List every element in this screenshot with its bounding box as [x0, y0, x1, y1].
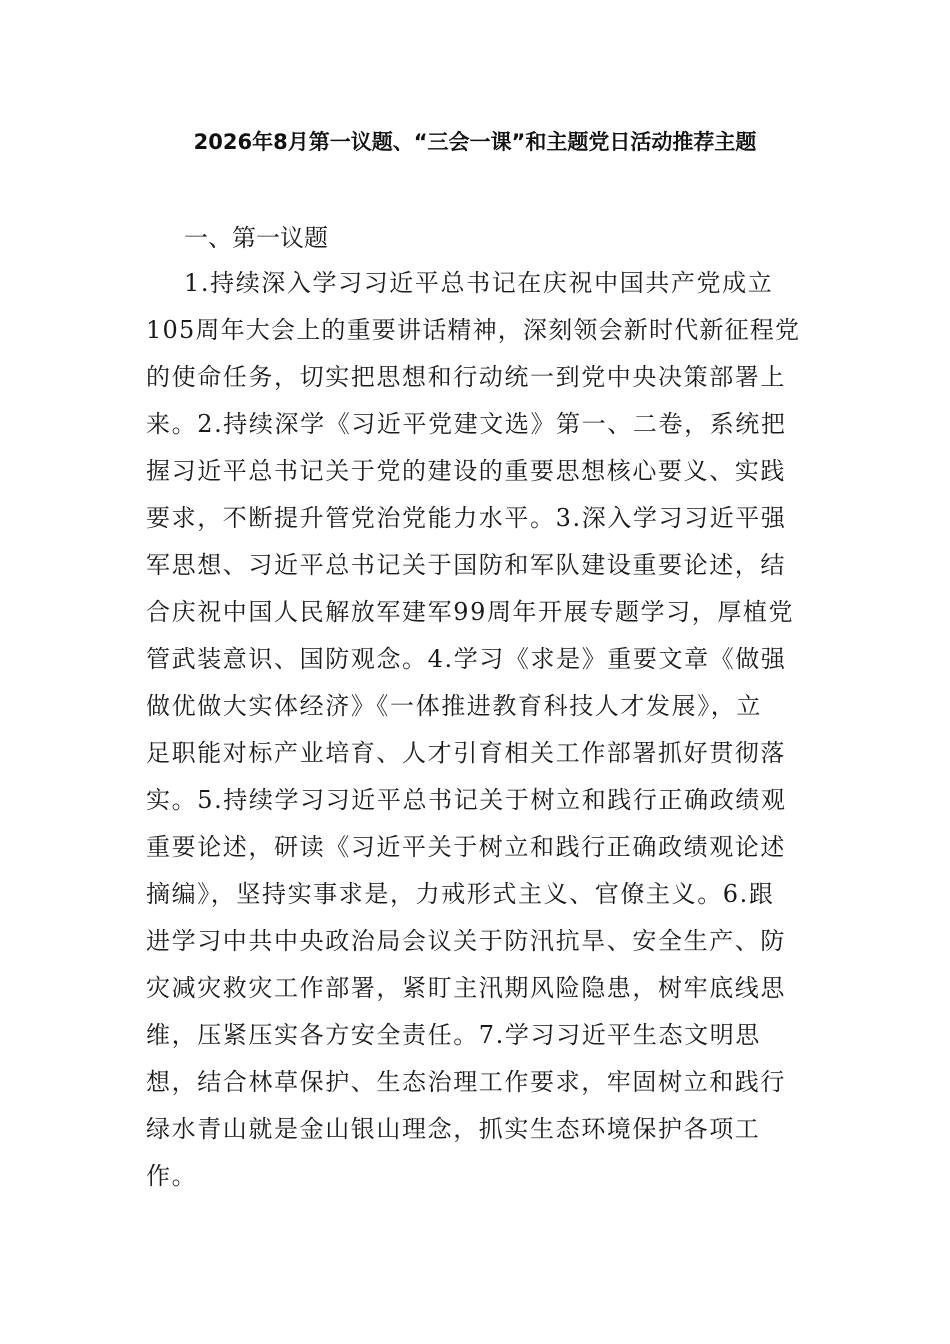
paragraph-line: 灾减灾救灾工作部署，紧盯主汛期风险隐患，树牢底线思	[146, 974, 786, 1002]
paragraph-line: 维，压紧压实各方安全责任。7.学习习近平生态文明思	[146, 1021, 761, 1049]
paragraph-line: 足职能对标产业培育、人才引育相关工作部署抓好贯彻落	[146, 739, 786, 767]
paragraph-line: 1.持续深入学习习近平总书记在庆祝中国共产党成立	[184, 269, 774, 297]
paragraph-line: 实。5.持续学习习近平总书记关于树立和践行正确政绩观	[146, 786, 787, 814]
paragraph-line: 作。	[146, 1162, 198, 1190]
paragraph-line: 合庆祝中国人民解放军建军99周年开展专题学习，厚植党	[146, 598, 795, 626]
paragraph-line: 握习近平总书记关于党的建设的重要思想核心要义、实践	[146, 457, 786, 485]
paragraph-line: 重要论述，研读《习近平关于树立和践行正确政绩观论述	[146, 833, 786, 861]
paragraph-line: 军思想、习近平总书记关于国防和军队建设重要论述，结	[146, 551, 786, 579]
section-heading: 一、第一议题	[184, 224, 328, 252]
paragraph-line: 进学习中共中央政治局会议关于防汛抗旱、安全生产、防	[146, 927, 786, 955]
paragraph-line: 摘编》，坚持实事求是，力戒形式主义、官僚主义。6.跟	[146, 880, 775, 908]
paragraph-line: 绿水青山就是金山银山理念，抓实生态环境保护各项工	[146, 1115, 761, 1143]
paragraph-line: 管武装意识、国防观念。4.学习《求是》重要文章《做强	[146, 645, 787, 673]
paragraph-line: 的使命任务，切实把思想和行动统一到党中央决策部署上	[146, 363, 786, 391]
paragraph-line: 105周年大会上的重要讲话精神，深刻领会新时代新征程党	[146, 316, 801, 344]
paragraph-line: 来。2.持续深学《习近平党建文选》第一、二卷，系统把	[146, 410, 787, 438]
paragraph-line: 要求，不断提升管党治党能力水平。3.深入学习习近平强	[146, 504, 787, 532]
paragraph-line: 想，结合林草保护、生态治理工作要求，牢固树立和践行	[146, 1068, 786, 1096]
paragraph-line: 做优做大实体经济》《一体推进教育科技人才发展》，立	[146, 692, 762, 720]
document-title: 2026年8月第一议题、“三会一课”和主题党日活动推荐主题	[193, 130, 757, 154]
